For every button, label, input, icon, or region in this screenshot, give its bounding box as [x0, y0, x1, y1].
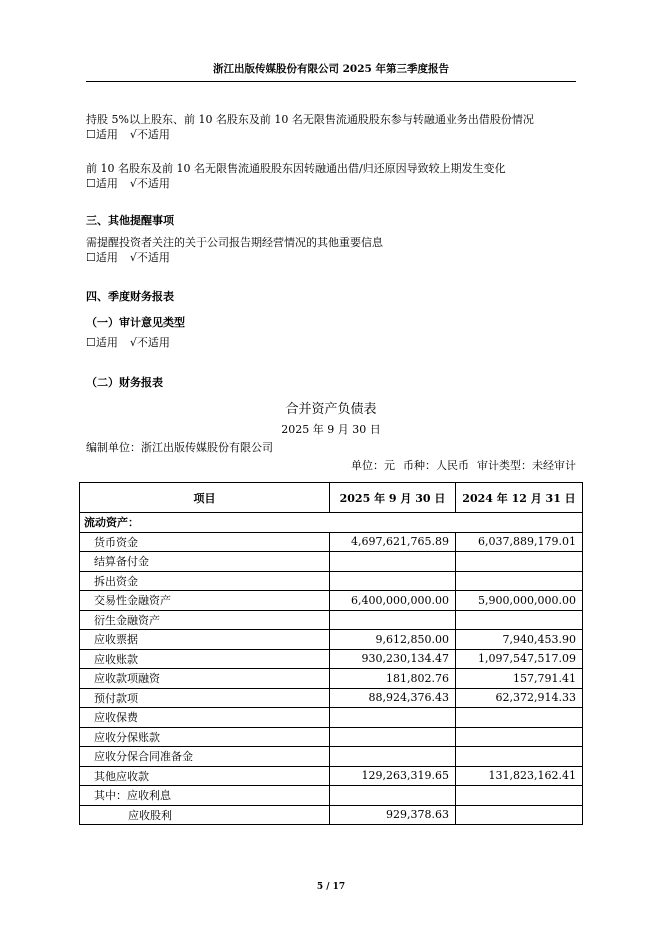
- statement-date: 2025 年 9 月 30 日: [281, 423, 381, 436]
- row-item: 结算备付金: [80, 552, 330, 572]
- row-item: 衍生金融资产: [80, 610, 330, 630]
- audit-opinion-heading: （一）审计意见类型: [86, 316, 185, 329]
- row-current: 88,924,376.43: [330, 688, 456, 708]
- applicable-checkbox: ☐适用: [86, 251, 118, 264]
- row-prior: [456, 708, 583, 728]
- row-item: 应收保费: [80, 708, 330, 728]
- row-current: [330, 571, 456, 591]
- header-current-date: 2025 年 9 月 30 日: [330, 483, 456, 513]
- table-row: [80, 610, 583, 630]
- table-row: [80, 805, 583, 825]
- table-row: [80, 669, 583, 689]
- not-applicable-checkbox: √不适用: [129, 177, 170, 190]
- row-prior: 131,823,162.41: [456, 766, 583, 786]
- table-row: [80, 591, 583, 611]
- section-a-options: [86, 128, 170, 142]
- table-row: [80, 571, 583, 591]
- section-a-heading: 持股 5%以上股东、前 10 名股东及前 10 名无限售流通股股东参与转融通业务出借股份情况: [86, 113, 534, 126]
- table-row: [80, 786, 583, 806]
- row-prior: 1,097,547,517.09: [456, 649, 583, 669]
- row-item: 预付款项: [80, 688, 330, 708]
- row-prior: [456, 610, 583, 630]
- row-current: 181,802.76: [330, 669, 456, 689]
- row-item: 应收票据: [80, 630, 330, 650]
- section-3-heading: 三、其他提醒事项: [86, 214, 174, 227]
- audit-opinion-options: [86, 336, 170, 350]
- row-current: 6,400,000,000.00: [330, 591, 456, 611]
- compiler-unit: 编制单位：浙江出版传媒股份有限公司: [86, 441, 273, 454]
- row-prior: 7,940,453.90: [456, 630, 583, 650]
- section-3-options: [86, 251, 170, 265]
- table-row: [80, 532, 583, 552]
- row-current: [330, 727, 456, 747]
- balance-sheet-table: [79, 482, 583, 825]
- row-current: 129,263,319.65: [330, 766, 456, 786]
- row-item: 其他应收款: [80, 766, 330, 786]
- row-item: 应收账款: [80, 649, 330, 669]
- row-current: [330, 610, 456, 630]
- applicable-checkbox: ☐适用: [86, 336, 118, 349]
- row-item: 应收分保账款: [80, 727, 330, 747]
- header-prior-date: 2024 年 12 月 31 日: [456, 483, 583, 513]
- section-b-options: [86, 177, 170, 191]
- table-row: [80, 630, 583, 650]
- row-item: 应收款项融资: [80, 669, 330, 689]
- row-current: 9,612,850.00: [330, 630, 456, 650]
- table-row: [80, 766, 583, 786]
- unit-label: 单位：元: [351, 459, 395, 472]
- row-prior: [456, 552, 583, 572]
- row-prior: [456, 805, 583, 825]
- applicable-checkbox: ☐适用: [86, 177, 118, 190]
- row-prior: 62,372,914.33: [456, 688, 583, 708]
- section-row: [80, 513, 583, 533]
- row-prior: [456, 747, 583, 767]
- not-applicable-checkbox: √不适用: [129, 128, 170, 141]
- row-item: 拆出资金: [80, 571, 330, 591]
- applicable-checkbox: ☐适用: [86, 128, 118, 141]
- financial-statements-heading: （二）财务报表: [86, 376, 163, 389]
- row-item: 其中：应收利息: [80, 786, 330, 806]
- row-item: 应收分保合同准备金: [80, 747, 330, 767]
- row-current: [330, 552, 456, 572]
- row-prior: 6,037,889,179.01: [456, 532, 583, 552]
- row-current: 4,697,621,765.89: [330, 532, 456, 552]
- table-row: [80, 727, 583, 747]
- audit-type-label: 审计类型：未经审计: [477, 459, 576, 472]
- table-row: [80, 747, 583, 767]
- row-prior: [456, 571, 583, 591]
- statement-title: 合并资产负债表: [285, 402, 377, 417]
- row-prior: [456, 727, 583, 747]
- row-item: 交易性金融资产: [80, 591, 330, 611]
- current-assets-label: 流动资产：: [80, 513, 583, 533]
- row-prior: 157,791.41: [456, 669, 583, 689]
- row-current: [330, 747, 456, 767]
- header-item: 项目: [80, 483, 330, 513]
- table-header-row: [80, 483, 583, 513]
- header-rule: [86, 81, 576, 82]
- row-current: 930,230,134.47: [330, 649, 456, 669]
- row-current: [330, 786, 456, 806]
- row-prior: 5,900,000,000.00: [456, 591, 583, 611]
- unit-info: [351, 459, 576, 473]
- not-applicable-checkbox: √不适用: [129, 336, 170, 349]
- row-current: 929,378.63: [330, 805, 456, 825]
- report-header: 浙江出版传媒股份有限公司 2025 年第三季度报告: [212, 63, 450, 75]
- row-item: 货币资金: [80, 532, 330, 552]
- row-current: [330, 708, 456, 728]
- table-row: [80, 688, 583, 708]
- section-4-heading: 四、季度财务报表: [86, 290, 174, 303]
- section-3-text: 需提醒投资者关注的关于公司报告期经营情况的其他重要信息: [86, 236, 383, 249]
- currency-label: 币种：人民币: [403, 459, 469, 472]
- table-row: [80, 552, 583, 572]
- page-number: 5 / 17: [316, 882, 346, 892]
- table-row: [80, 649, 583, 669]
- row-prior: [456, 786, 583, 806]
- section-b-heading: 前 10 名股东及前 10 名无限售流通股股东因转融通出借/归还原因导致较上期发生变化: [86, 162, 506, 175]
- table-row: [80, 708, 583, 728]
- not-applicable-checkbox: √不适用: [129, 251, 170, 264]
- row-item: 应收股利: [80, 805, 330, 825]
